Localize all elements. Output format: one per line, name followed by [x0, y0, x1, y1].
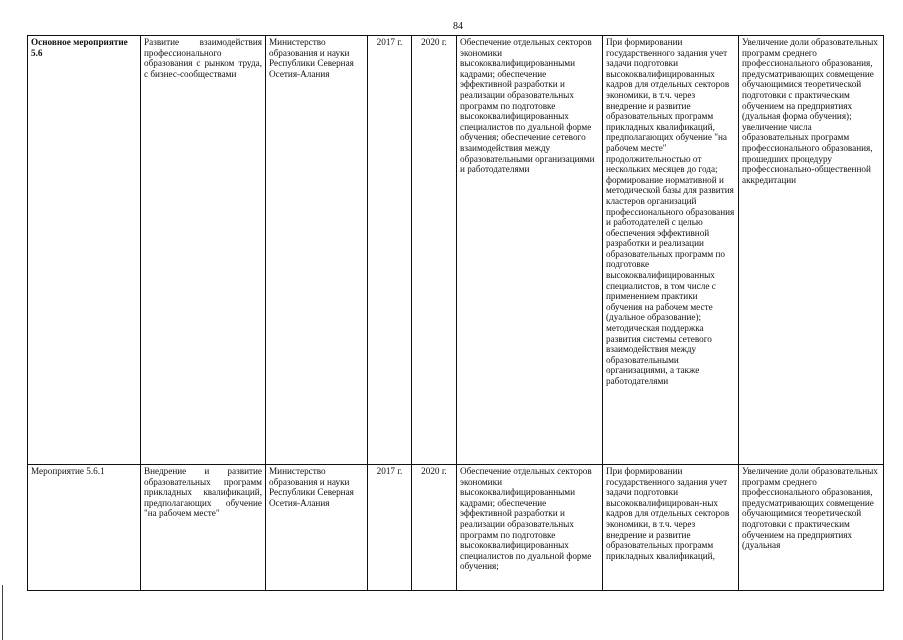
content-cell: При формировании государственного задания учет задачи подготовки высококвалифицированных кадров для отдельных секторов экономики, в т.ч. через внедрение и развитие образовательных программ прикладных квалификаций, предполагающих обучение "на рабочем месте" продолжительностью от нескольких месяцев до года; формирование нормативной и методической базы для развития кластеров организаций профессионального образования и работодателей с целью обеспечения эффективной разработки и реализации образовательных программ по подготовке высококвалифицированных специалистов, в том числе с применением практики обучения на рабочем месте (дуальное образование); методическая поддержка развития системы сетевого взаимодействия между образовательными организациями, а также работодателями — [603, 36, 739, 465]
measure-title-cell: Внедрение и развитие образовательных программ прикладных квалификаций, предполагающих обучение "на рабочем месте" — [141, 465, 266, 591]
content-cell: При формировании государственного задания учет задачи подготовки высококвалифицирован-ных кадров для отдельных секторов экономики, в т.ч. через внедрение и развитие образовательных программ прикладных квалификаций, — [603, 465, 739, 591]
indicator-cell: Увеличение доли образовательных программ среднего профессионального образования, предусматривающих совмещение обучающимися теоретической подготовки с практическим обучением на предприятиях (дуальная форма обучения); увеличение числа образовательных программ профессионального образования, прошедших процедуру профессионально-общественной аккредитации — [739, 36, 884, 465]
executor-cell: Министерство образования и науки Республики Северная Осетия-Алания — [266, 465, 368, 591]
table-row-measure-5-6-1 — [28, 465, 884, 591]
end-year-cell: 2020 г. — [412, 36, 457, 465]
program-measures-table — [27, 35, 884, 591]
executor-cell: Министерство образования и науки Республики Северная Осетия-Алания — [266, 36, 368, 465]
table-row-main-measure-5-6 — [28, 36, 884, 465]
end-year-cell: 2020 г. — [412, 465, 457, 591]
expected-result-cell: Обеспечение отдельных секторов экономики высококвалифицированными кадрами; обеспечение эффективной разработки и реализации образовательных программ по подготовке высококвалифицированных специалистов по дуальной форме обучения; обеспечение сетевого взаимодействия между образовательными организациями и работодателями — [457, 36, 603, 465]
page-number: 84 — [453, 21, 463, 32]
start-year-cell: 2017 г. — [368, 465, 412, 591]
measure-title-cell: Развитие взаимодействия профессионального образования с рынком труда, с бизнес-сообществами — [141, 36, 266, 465]
scan-edge-mark — [2, 585, 3, 640]
measure-name-cell: Основное мероприятие 5.6 — [28, 36, 141, 465]
measure-name-cell: Мероприятие 5.6.1 — [28, 465, 141, 591]
start-year-cell: 2017 г. — [368, 36, 412, 465]
indicator-cell: Увеличение доли образовательных программ среднего профессионального образования, предусматривающих совмещение обучающимися теоретической подготовки с практическим обучением на предприятиях (дуальная — [739, 465, 884, 591]
expected-result-cell: Обеспечение отдельных секторов экономики высококвалифицированными кадрами; обеспечение эффективной разработки и реализации образовательных программ по подготовке высококвалифицированных специалистов по дуальной форме обучения; — [457, 465, 603, 591]
